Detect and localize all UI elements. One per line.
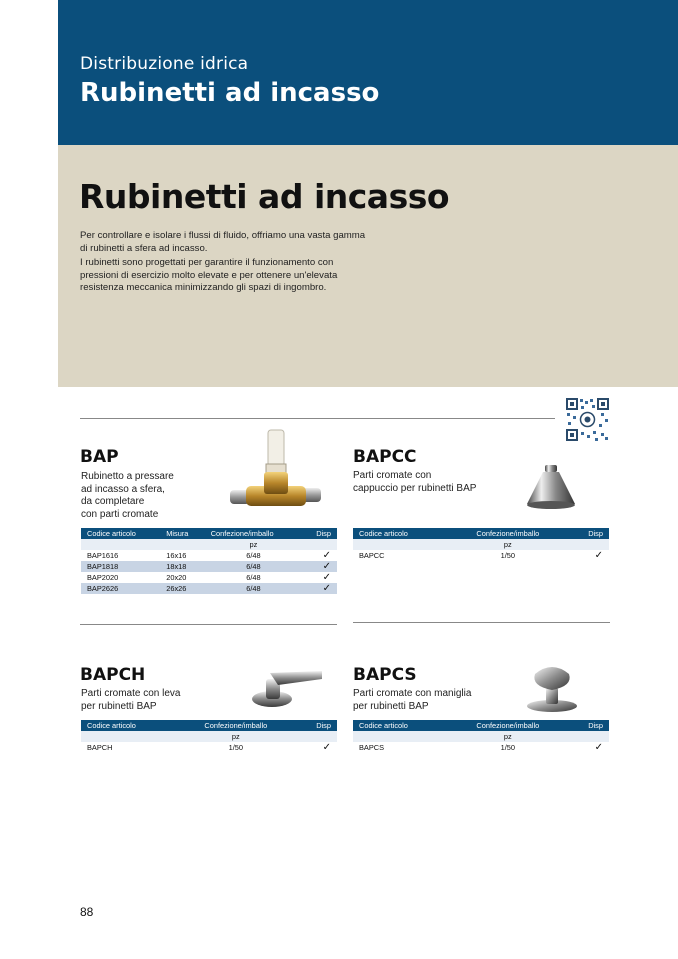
cell-pack: 6/48 [246, 573, 261, 582]
check-icon: ✓ [322, 742, 331, 753]
col-header: Confezione/imballo [449, 528, 567, 539]
desc-line: per rubinetti BAP [353, 700, 429, 712]
cell-code: BAPCC [359, 551, 385, 560]
col-header: Confezione/imballo [205, 528, 302, 539]
product-table-bap [81, 528, 337, 594]
check-icon: ✓ [302, 561, 337, 572]
check-icon: ✓ [322, 550, 331, 561]
cell-pack: 1/50 [500, 743, 516, 752]
desc-line: da completare [81, 496, 145, 508]
section-divider [80, 624, 337, 625]
cell-pack: 6/48 [205, 561, 302, 572]
desc-line: con parti cromate [81, 508, 159, 520]
unit-cell: pz [205, 539, 302, 550]
page-number: 88 [80, 905, 94, 919]
product-table-bapcs [353, 720, 609, 753]
desc-line: cappuccio per rubinetti BAP [353, 482, 477, 494]
cell-code: BAPCH [87, 743, 113, 752]
desc-line: per rubinetti BAP [81, 700, 157, 712]
cell-code: BAP2020 [87, 573, 119, 582]
product-code-bapcs: BAPCS [353, 665, 417, 685]
cell-pack: 6/48 [246, 551, 261, 560]
check-icon: ✓ [322, 572, 331, 583]
cell-pack: 1/50 [228, 743, 244, 752]
table-row [81, 561, 337, 572]
col-header: Disp [295, 720, 337, 731]
col-header: Codice articolo [353, 720, 449, 731]
col-header: Disp [567, 528, 609, 539]
col-header: Disp [302, 528, 337, 539]
cell-size: 18x18 [160, 561, 204, 572]
unit-cell: pz [449, 731, 567, 742]
ball-valve-image [228, 428, 323, 518]
product-desc-bapcs [353, 688, 471, 713]
qr-code-icon[interactable] [565, 397, 610, 442]
desc-line: Parti cromate con leva [81, 688, 181, 699]
desc-line: Parti cromate con maniglia [353, 688, 472, 699]
table-row [81, 572, 337, 583]
chrome-handle-image [523, 660, 581, 714]
product-table-bapch [81, 720, 337, 753]
col-header: Confezione/imballo [449, 720, 567, 731]
check-icon: ✓ [302, 583, 337, 594]
table-row [353, 742, 609, 753]
table-row [353, 550, 609, 561]
intro-paragraph-1: Per controllare e isolare i flussi di fluido, offriamo una vasta gamma di rubinetti a sfera ad incasso. [80, 230, 366, 254]
check-icon: ✓ [594, 550, 603, 561]
intro-paragraph-2: I rubinetti sono progettati per garantire il funzionamento con pressioni di esercizio molto elevate e per ottenere un'elevata resistenza meccanica minimizzando gli spazi di ingombro. [80, 257, 338, 294]
table-row [81, 583, 337, 594]
cell-size: 16x16 [166, 551, 187, 560]
cell-size: 20x20 [166, 573, 187, 582]
unit-cell: pz [177, 731, 295, 742]
col-header: Codice articolo [81, 720, 177, 731]
category-label: Distribuzione idrica [80, 54, 249, 74]
product-code-bap: BAP [80, 447, 119, 467]
table-row [81, 550, 337, 561]
product-desc-bapcc [353, 470, 476, 495]
product-code-bapch: BAPCH [80, 665, 146, 685]
intro-panel [58, 145, 678, 387]
cell-pack: 6/48 [205, 583, 302, 594]
col-header: Misura [160, 528, 204, 539]
table-row [81, 742, 337, 753]
header-title: Rubinetti ad incasso [80, 78, 380, 108]
col-header: Disp [567, 720, 609, 731]
col-header: Confezione/imballo [177, 720, 295, 731]
desc-line: ad incasso a sfera, [81, 483, 165, 495]
section-divider [80, 418, 555, 419]
chrome-lever-image [248, 665, 326, 711]
unit-cell: pz [449, 539, 567, 550]
desc-line: Rubinetto a pressare [81, 471, 174, 482]
product-desc-bapch [81, 688, 181, 713]
header-band [58, 0, 678, 145]
cell-code: BAP1818 [81, 561, 160, 572]
cell-code: BAPCS [359, 743, 385, 752]
product-table-bapcc [353, 528, 609, 561]
page-title: Rubinetti ad incasso [79, 177, 450, 216]
cell-code: BAP2626 [81, 583, 160, 594]
desc-line: Parti cromate con [353, 470, 432, 481]
product-code-bapcc: BAPCC [353, 447, 417, 467]
col-header: Codice articolo [81, 528, 160, 539]
cell-code: BAP1616 [87, 551, 119, 560]
product-desc-bap [81, 471, 174, 521]
col-header: Codice articolo [353, 528, 449, 539]
cell-pack: 1/50 [500, 551, 516, 560]
check-icon: ✓ [594, 742, 603, 753]
chrome-cap-image [523, 462, 579, 512]
cell-size: 26x26 [160, 583, 204, 594]
section-divider [353, 622, 610, 623]
